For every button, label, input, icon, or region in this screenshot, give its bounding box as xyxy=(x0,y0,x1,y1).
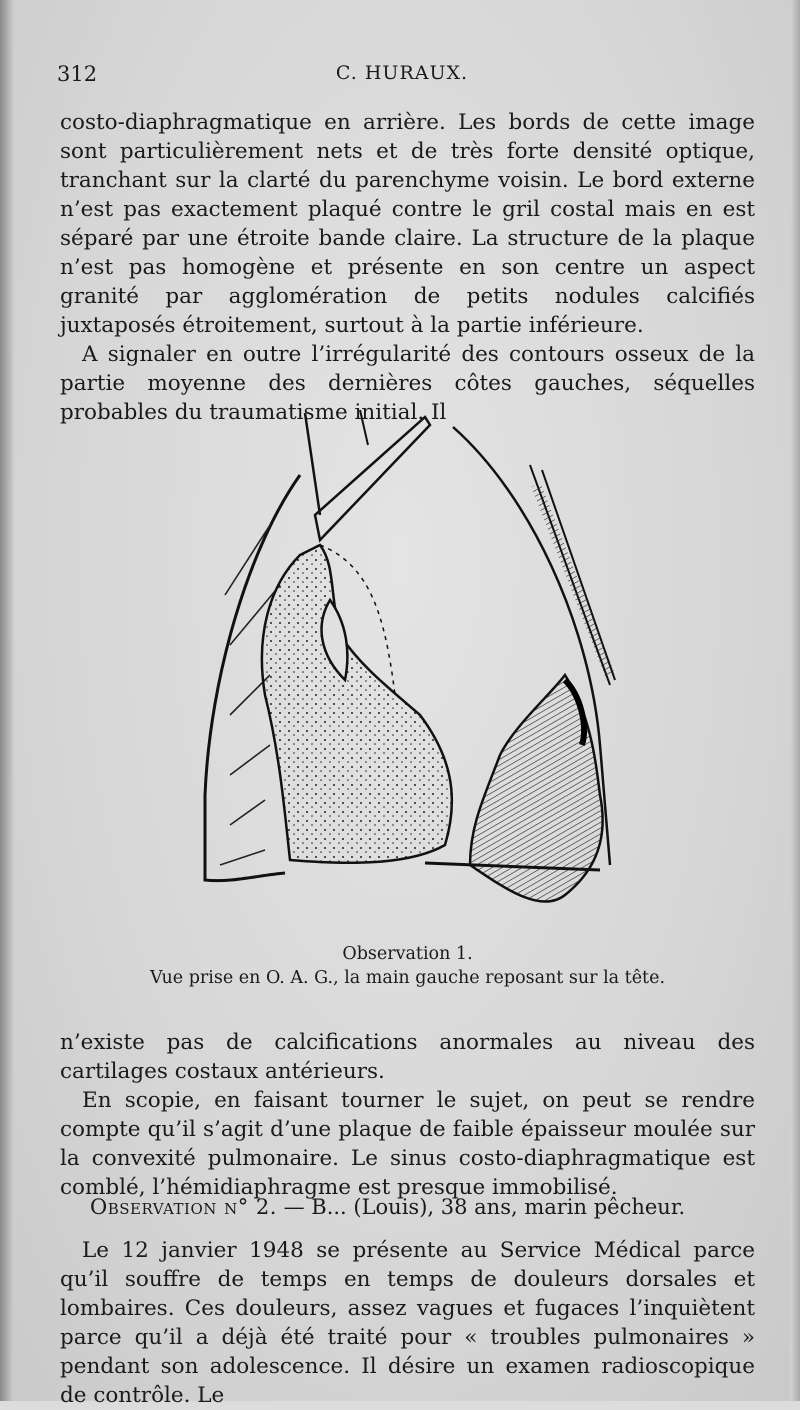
book-spine-shadow xyxy=(0,0,14,1401)
clavicle xyxy=(315,417,430,540)
caption-title: Observation 1. xyxy=(342,944,473,964)
observation-patient: — B... (Louis), 38 ans, marin pêcheur. xyxy=(276,1195,686,1219)
paragraph-plaque-description: costo-diaphragmatique en arrière. Les bords de cette image sont particulièrement nets et de très forte densité optique, tranchant sur la clarté du parenchyme voisin. Le bord externe n’est pas exactement plaqué contre le gril costal mais en est séparé par une étroite bande claire. La structure de la plaque n’est pas homogène et présente en son centre un aspect granité par agglomération de petits nodules calcifiés juxtaposés étroitement, surtout à la partie inférieure. xyxy=(60,110,755,338)
paragraph-bottom xyxy=(60,1236,755,1410)
radiograph-drawing xyxy=(170,395,640,935)
caption-text: Vue prise en O. A. G., la main gauche reposant sur la tête. xyxy=(149,968,666,988)
page-edge-shadow xyxy=(790,0,800,1401)
lung-sketch xyxy=(170,395,640,935)
page-header xyxy=(57,62,747,92)
paragraph-top xyxy=(60,108,755,427)
figure-caption xyxy=(60,942,755,990)
mediastinum-line xyxy=(305,413,320,515)
paragraph-cotes: A signaler en outre l’irrégularité des contours osseux de la partie moyenne des dernières côtes gauches, séquelles probables du traumatisme initial. Il xyxy=(60,342,755,425)
page-number: 312 xyxy=(57,62,98,86)
paragraph-cartilages: n’existe pas de calcifications anormales au niveau des cartilages costaux antérieurs. xyxy=(60,1030,755,1084)
calcified-plaque xyxy=(262,545,452,863)
paragraph-middle xyxy=(60,1028,755,1202)
observation-heading xyxy=(90,1195,750,1219)
paragraph-scopie: En scopie, en faisant tourner le sujet, on peut se rendre compte qu’il s’agit d’une plaque de faible épaisseur moulée sur la convexité pulmonaire. Le sinus costo-diaphragmatique est comblé, l’hémidiaphragme est presque immobilisé. xyxy=(60,1088,755,1200)
running-head: C. HURAUX. xyxy=(335,62,469,84)
observation-label: Observation n° 2. xyxy=(90,1195,277,1219)
paragraph-observation-2: Le 12 janvier 1948 se présente au Service Médical parce qu’il souffre de temps en temps de douleurs dorsales et lombaires. Ces douleurs, assez vagues et fugaces l’inquiètent parce qu’il a déjà été traité pour « troubles pulmonaires » pendant son adolescence. Il désire un examen radioscopique de contrôle. Le xyxy=(60,1238,755,1408)
